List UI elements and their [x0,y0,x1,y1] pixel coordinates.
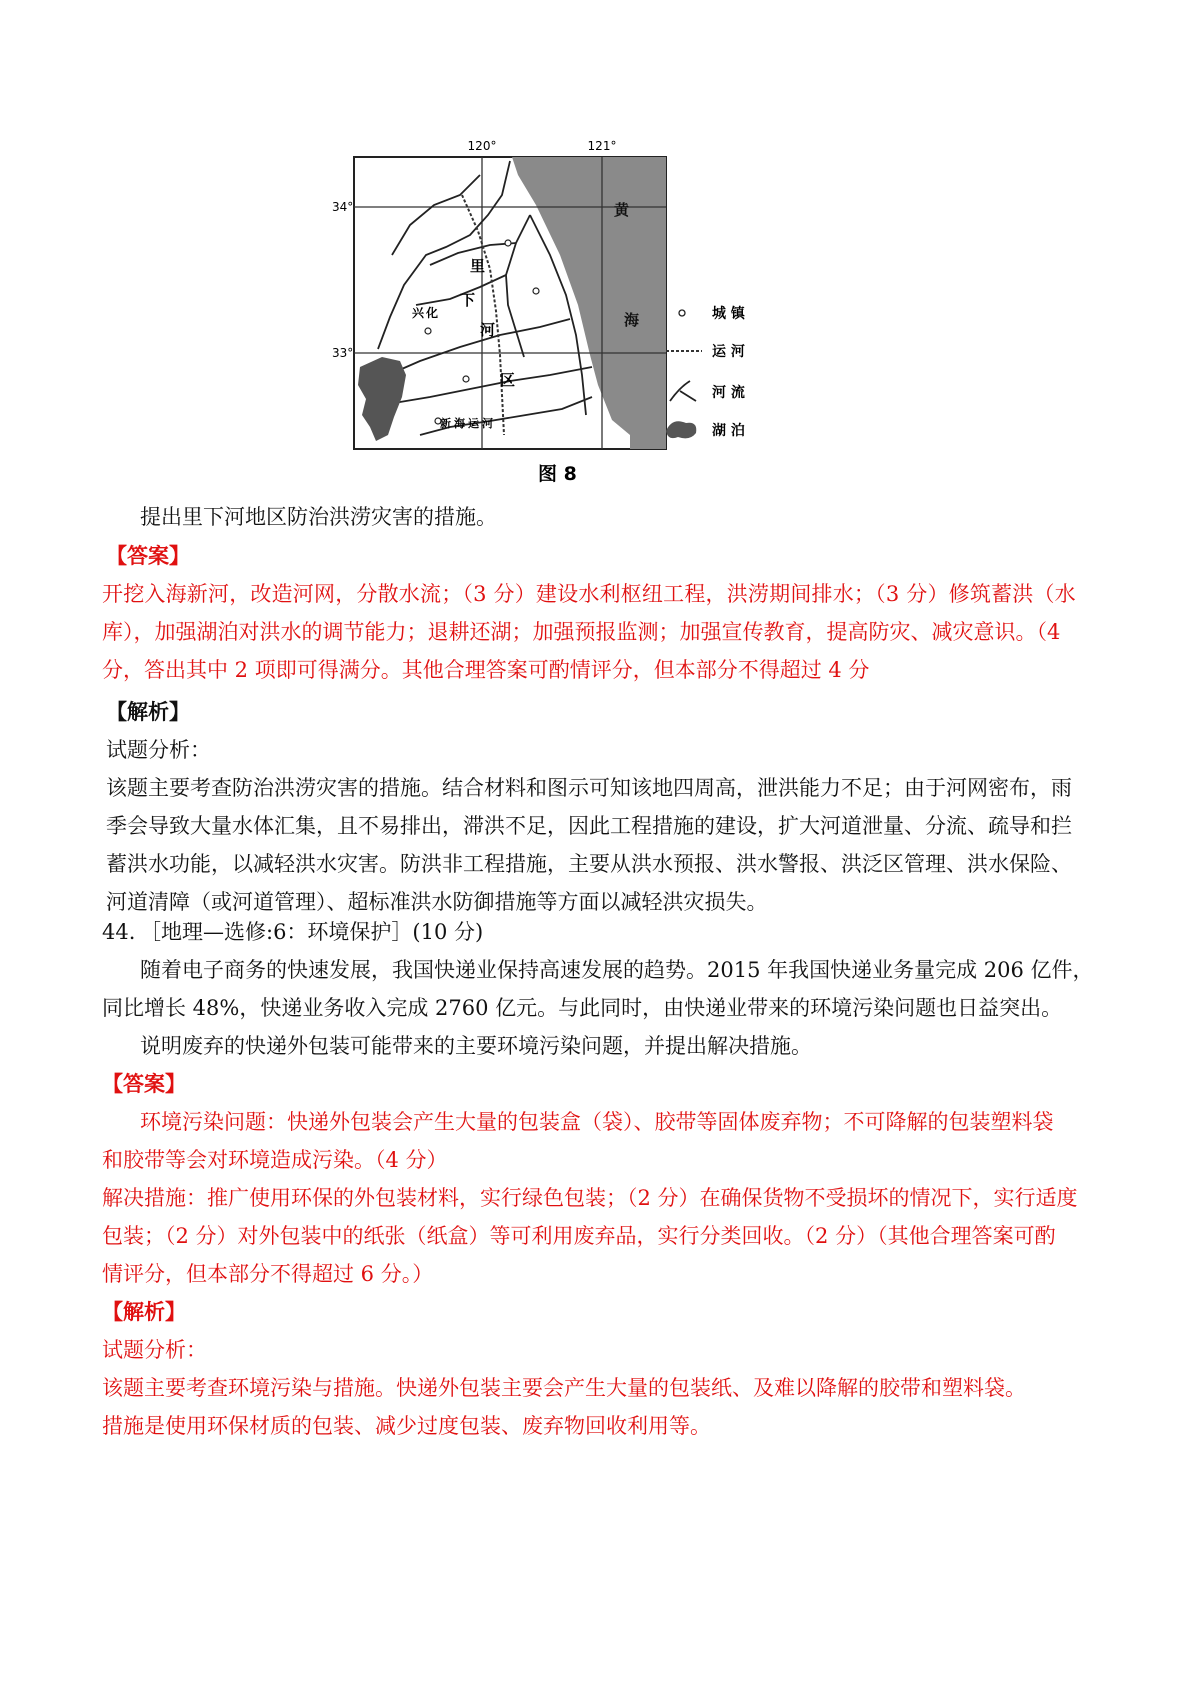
q44-title: ［地理—选修:6：环境保护］(10 分) [140,920,484,944]
map-label-hai2: 海 [454,417,465,430]
figure-caption: 图 8 [538,463,577,485]
legend-label-town: 城 镇 [712,306,745,322]
q43-answer-line-2: 库），加强湖泊对洪水的调节能力；退耕还湖；加强预报监测；加强宣传教育，提高防灾、减灾意识。（4 [102,620,1061,644]
lat-label-34: 34° [332,200,354,214]
q43-answer-line-1: 开挖入海新河，改造河网，分散水流；（3 分）建设水利枢纽工程，洪涝期间排水；（3 分）修筑蓄洪（水 [102,582,1076,606]
town-icon [679,310,685,316]
q43-prompt: 提出里下河地区防治洪涝灾害的措施。 [140,505,497,529]
q43-analysis-sub: 试题分析： [106,738,211,762]
lat-label-33: 33° [332,346,354,360]
q43-analysis-line-1: 该题主要考查防治洪涝灾害的措施。结合材料和图示可知该地四周高，泄洪能力不足；由于河网密布，雨 [106,776,1072,800]
legend-label-river: 河 流 [712,385,745,401]
q43-analysis-heading: 【解析】 [106,699,190,724]
map-label-hai: 海 [624,311,640,329]
map-label-hua: 化 [426,306,439,320]
legend-label-lake: 湖 泊 [712,423,745,439]
q43-answer-line-3: 分，答出其中 2 项即可得满分。其他合理答案可酌情评分，但本部分不得超过 4 分 [102,658,870,682]
map-label-he2: 河 [482,417,493,430]
q43-answer-heading: 【答案】 [106,543,190,568]
q44-analysis-line-2: 措施是使用环保材质的包装、减少过度包装、废弃物回收利用等。 [102,1414,711,1438]
lon-label-120: 120° [467,139,497,153]
figure-8-map [330,135,830,535]
q44-analysis-sub: 试题分析： [102,1338,207,1362]
map-label-yun: 运 [468,417,479,430]
q44-answer-heading: 【答案】 [102,1071,186,1096]
q44-body-line-2: 同比增长 48%，快递业务收入完成 2760 亿元。与此同时，由快递业带来的环境污染问题也日益突出。 [102,996,1063,1020]
q44-answer-line-4: 包装；（2 分）对外包装中的纸张（纸盒）等可利用废弃品，实行分类回收。（2 分）（其他合理答案可酌 [102,1224,1056,1248]
q43-analysis-line-3: 蓄洪水功能，以减轻洪水灾害。防洪非工程措施，主要从洪水预报、洪水警报、洪泛区管理、洪水保险、 [106,852,1072,876]
q44-answer-line-2: 和胶带等会对环境造成污染。（4 分） [102,1148,448,1172]
map-label-xin: 新 [440,417,451,430]
river-icon [670,381,696,401]
map-label-huang: 黄 [614,201,630,219]
q44-answer-line-3: 解决措施：推广使用环保的外包装材料，实行绿色包装；（2 分）在确保货物不受损坏的情况下，实行适度 [102,1186,1078,1210]
q43-analysis-line-2: 季会导致大量水体汇集，且不易排出，滞洪不足，因此工程措施的建设，扩大河道泄量、分流、疏导和拦 [106,814,1072,838]
q44-number: 44. [102,920,136,944]
q44-body-line-1: 随着电子商务的快速发展，我国快递业保持高速发展的趋势。2015 年我国快递业务量完成 206 亿件， [140,958,1094,982]
map-label-qu: 区 [500,371,516,389]
map-label-li: 里 [470,257,486,275]
lake-icon [666,421,696,438]
q44-answer-line-1: 环境污染问题：快递外包装会产生大量的包装盒（袋）、胶带等固体废弃物；不可降解的包装塑料袋 [140,1110,1054,1134]
map-label-xia: 下 [460,291,476,309]
map-label-xing: 兴 [412,306,425,320]
map-label-he: 河 [480,321,496,339]
legend-label-canal: 运 河 [712,344,745,360]
q43-analysis-line-4: 河道清障（或河道管理）、超标准洪水防御措施等方面以减轻洪灾损失。 [106,890,768,914]
q44-analysis-line-1: 该题主要考查环境污染与措施。快递外包装主要会产生大量的包装纸、及难以降解的胶带和塑料袋。 [102,1376,1026,1400]
q44-body-line-3: 说明废弃的快递外包装可能带来的主要环境污染问题，并提出解决措施。 [140,1034,812,1058]
map-legend [666,305,746,439]
q44-analysis-heading: 【解析】 [102,1299,186,1324]
q44-answer-line-5: 情评分，但本部分不得超过 6 分。） [102,1262,434,1286]
lon-label-121: 121° [587,139,617,153]
